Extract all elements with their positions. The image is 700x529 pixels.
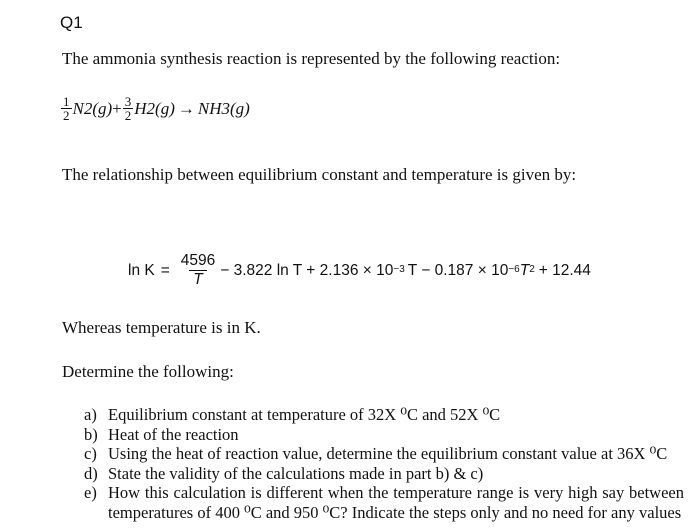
equation-term4: + 12.44 <box>538 261 591 279</box>
equilibrium-equation <box>128 252 591 289</box>
equation-fraction <box>181 252 215 289</box>
list-item <box>84 464 684 484</box>
fraction-numerator: 4596 <box>180 252 216 269</box>
part-letter: d) <box>84 463 98 483</box>
equation-term1: − 3.822 ln T + 2.136 × 10 <box>220 261 394 279</box>
reaction-arrow: → <box>177 98 195 118</box>
part-text: Equilibrium constant at temperature of 32X ⁰C and 52X ⁰C <box>108 405 501 424</box>
reaction-equation <box>60 95 250 122</box>
part-text: How this calculation is different when the temperature range is very high say between temperatures of 400 ⁰C and 950 ⁰C? Indicate the steps only and no need for any values <box>108 483 684 522</box>
coef2-numerator: 3 <box>124 94 132 109</box>
part-text: Heat of the reaction <box>108 424 239 444</box>
equation-exp2: −6 <box>508 264 520 275</box>
part-text: Using the heat of reaction value, determine the equilibrium constant value at 36X ⁰C <box>108 444 668 463</box>
whereas-text: Whereas temperature is in K. <box>62 318 261 337</box>
determine-text: Determine the following: <box>62 362 234 381</box>
part-letter: e) <box>84 483 97 502</box>
part-letter: c) <box>84 444 97 463</box>
question-number: Q1 <box>60 13 83 32</box>
equation-term2: T − 0.187 × 10 <box>407 261 509 279</box>
species-ammonia: NH3(g) <box>197 98 250 118</box>
species-hydrogen: H2(g) <box>134 98 175 118</box>
species-nitrogen: N2(g) <box>72 98 113 118</box>
coefficient-half <box>61 95 72 122</box>
equation-lhs: ln K <box>128 261 155 279</box>
equation-exp1: −3 <box>393 264 405 275</box>
coef1-numerator: 1 <box>63 94 70 109</box>
fraction-denominator: T <box>189 270 206 289</box>
coefficient-three-halves <box>123 95 134 122</box>
part-letter: a) <box>84 405 97 424</box>
coef2-denominator: 2 <box>124 108 132 123</box>
part-text: State the validity of the calculations made in part b) & c) <box>108 463 484 483</box>
intro-text: The ammonia synthesis reaction is represented by the following reaction: <box>62 49 561 68</box>
equation-exp3: 2 <box>529 264 535 275</box>
plus-sign: + <box>112 98 122 118</box>
list-item <box>84 425 684 445</box>
equation-equals: = <box>160 261 170 279</box>
list-item <box>84 483 684 522</box>
part-letter: b) <box>84 424 98 444</box>
parts-list <box>84 405 684 522</box>
relation-text: The relationship between equilibrium constant and temperature is given by: <box>62 165 577 184</box>
coef1-denominator: 2 <box>63 108 70 123</box>
list-item <box>84 444 684 464</box>
list-item <box>84 405 684 425</box>
equation-term3: T <box>519 261 530 279</box>
